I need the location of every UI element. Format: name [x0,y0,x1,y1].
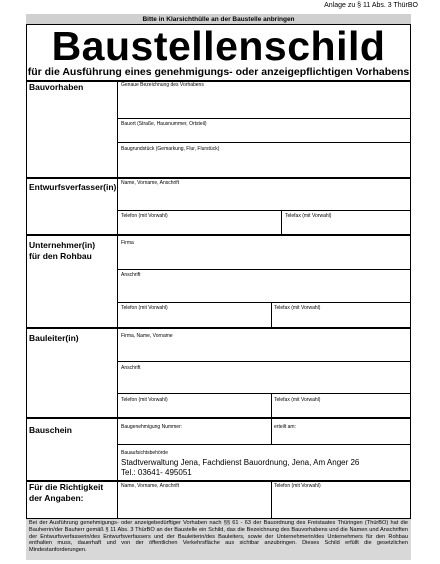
permit-label: Bauschein [29,425,72,435]
confirmation-name-field[interactable]: Name, Vorname, Anschrift [121,483,180,489]
column-divider [117,481,118,519]
authority-value: Stadtverwaltung Jena, Fachdienst Bauordnung, Jena, Am Anger 26 [121,458,360,467]
field-line [117,210,411,211]
contractor-label-line2: für den Rohbau [29,251,92,261]
section-divider [26,177,411,179]
entwurfsverfasser-label: Entwurfsverfasser(in) [29,182,117,192]
confirmation-phone-field[interactable]: Telefon (mit Vorwahl) [274,483,321,489]
designer-name-field[interactable]: Name, Vorname, Anschrift [121,180,180,186]
column-divider [117,235,118,327]
contractor-phone-field[interactable]: Telefon (mit Vorwahl) [121,305,168,311]
contractor-label: Unternehmer(in) [29,240,96,250]
permit-date-field[interactable]: erteilt am: [274,424,296,430]
legal-notice: Bei der Ausführung genehmigungs- oder anzeigebedürftiger Vorhaben nach §§ 61 - 63 der Bauordnung des Freistaates Thüringen (ThürBO) hat die Bauherrin/der Bauherr gemäß § 11 Abs. 3 ThürBO an der Baustelle ein Schild, das die Bezeichnung des Bauvorhabens und die Namen und Anschriften der Entwurfsverfasserin/des Entwurfsverfassers und der Bauleiterin/des Bauleiters, sowie der Unternehmerin/des Unternehmers für den Rohbau enthalten muss, dauerhaft und von der öffentlichen Verkehrsfläche aus sichtbar anzubringen. Dieses Schild erfüllt die gesetzlichen Mindestanforderungen. [26,519,411,560]
contractor-company-field[interactable]: Firma [121,240,134,246]
confirmation-label-line2: der Angaben: [29,493,84,503]
field-line [117,393,411,394]
section-divider [26,80,411,82]
column-divider [117,418,118,480]
confirmation-label: Für die Richtigkeit [29,482,104,492]
site-manager-label: Bauleiter(in) [29,333,79,343]
designer-phone-field[interactable]: Telefon (mit Vorwahl) [121,213,168,219]
field-divider [271,418,272,444]
field-line [117,444,411,445]
section-divider [26,327,411,329]
field-line [117,302,411,303]
permit-number-field[interactable]: Baugenehmigung Nummer: [121,424,183,430]
manager-phone-field[interactable]: Telefon (mit Vorwahl) [121,397,168,403]
column-divider [117,328,118,417]
manager-name-field[interactable]: Firma, Name, Vorname [121,333,173,339]
contractor-fax-field[interactable]: Telefax (mit Vorwahl) [274,305,321,311]
authority-phone: Tel.: 03641- 495051 [121,468,192,477]
authority-field-label: Bauaufsichtsbehörde [121,450,168,456]
field-divider [271,393,272,417]
contractor-address-field[interactable]: Anschrift [121,272,141,278]
column-divider [117,81,118,177]
project-description-field[interactable]: Genaue Bezeichnung des Vorhabens [121,82,204,88]
designer-fax-field[interactable]: Telefax (mit Vorwahl) [285,213,332,219]
manager-address-field[interactable]: Anschrift [121,365,141,371]
instruction-band: Bitte in Klarsichthülle an der Baustelle anbringen [26,14,411,25]
column-divider [117,178,118,234]
annex-reference: Anlage zu § 11 Abs. 3 ThürBO [324,2,418,9]
page-title: Baustellenschild [51,23,386,69]
field-divider [271,302,272,327]
page-subtitle: für die Ausführung eines genehmigungs- oder anzeigepflichtigen Vorhabens [27,66,410,78]
site-address-field[interactable]: Bauort (Straße, Hausnummer, Ortsteil) [121,121,207,127]
section-divider [26,417,411,419]
field-line [117,361,411,362]
field-divider [281,210,282,234]
field-divider [271,481,272,519]
field-line [117,142,411,143]
field-line [117,269,411,270]
field-line [117,118,411,119]
plot-field[interactable]: Baugrundstück (Gemarkung, Flur, Flurstück) [121,146,220,152]
bauvorhaben-label: Bauvorhaben [29,82,84,92]
section-divider [26,234,411,236]
manager-fax-field[interactable]: Telefax (mit Vorwahl) [274,397,321,403]
sign-frame [26,14,411,560]
